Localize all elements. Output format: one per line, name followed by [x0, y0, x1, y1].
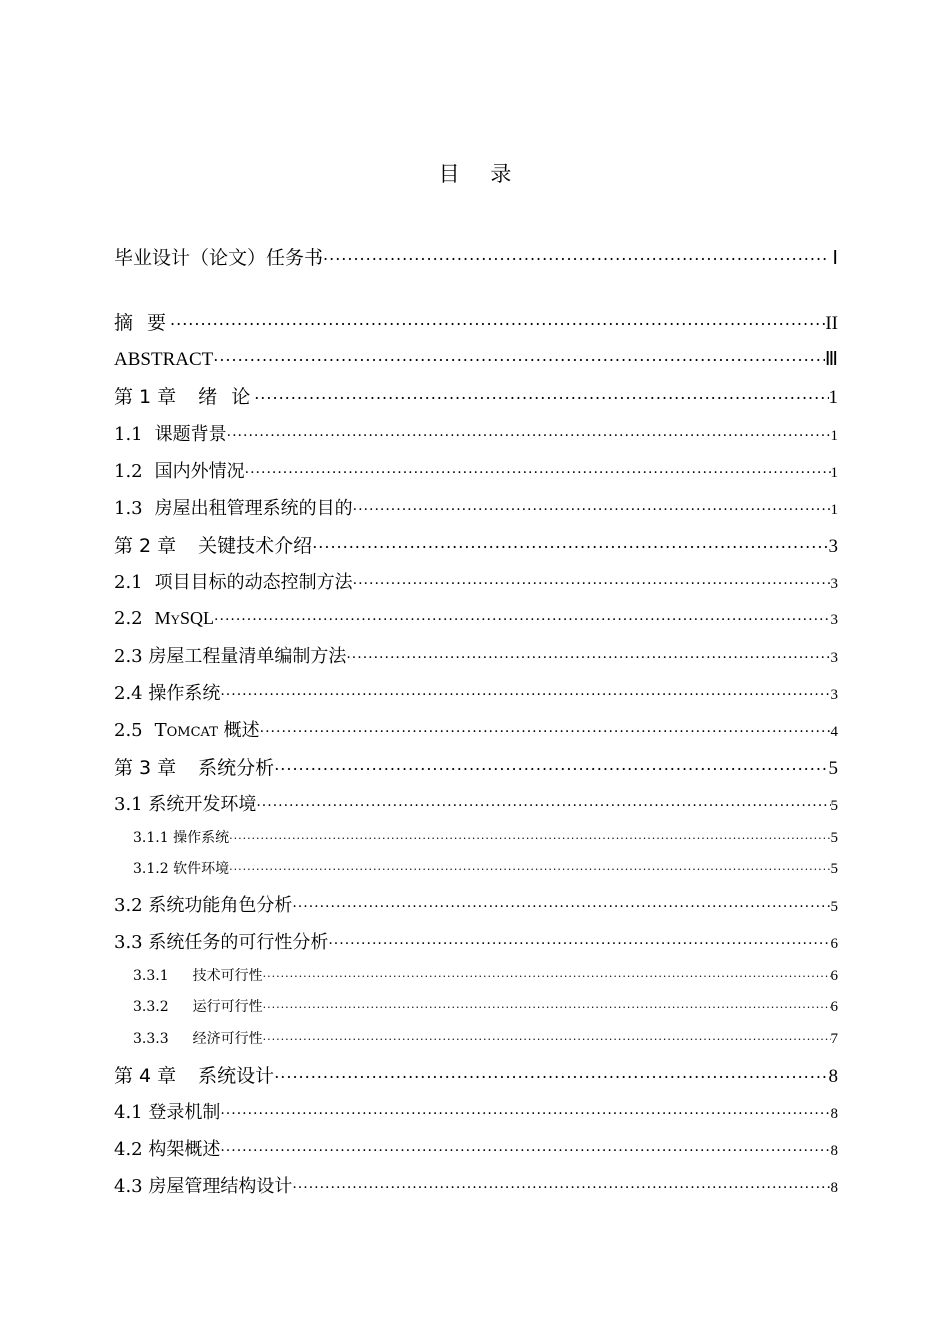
toc-entry-page: Ⅲ [824, 348, 838, 370]
toc-entry[interactable] [114, 345, 838, 371]
dot-leader [312, 532, 828, 552]
toc-entry-label: 课题背景 [154, 424, 227, 445]
toc-title: 目 录 [438, 162, 524, 186]
toc-entry[interactable] [114, 928, 838, 954]
toc-entry-label: 毕业设计（论文）任务书 [114, 247, 324, 269]
toc-entry[interactable] [114, 420, 838, 446]
toc-entry[interactable] [114, 891, 838, 917]
dot-leader [292, 892, 830, 911]
dot-leader [229, 827, 830, 842]
toc-entry-page: Ⅰ [832, 248, 838, 269]
toc-entry-label: 3.1.2 软件环境 [133, 861, 230, 877]
toc-entry[interactable] [114, 1061, 838, 1088]
toc-entry-label: 3.3 系统任务的可行性分析 [114, 932, 329, 953]
toc-entry-label: 运行可行性 [192, 999, 263, 1015]
dot-leader [323, 244, 826, 264]
toc-entry[interactable] [114, 494, 838, 520]
toc-entry-number: 1.2 [114, 461, 143, 482]
toc-entry-page: 3 [830, 650, 838, 666]
dot-leader [260, 717, 831, 736]
toc-entry-label: 3.1 系统开发环境 [114, 794, 257, 815]
toc-entry[interactable] [133, 1028, 838, 1048]
dot-leader [353, 569, 831, 588]
toc-entry-number: 3.3.1 [133, 968, 169, 984]
dot-leader [292, 1173, 830, 1192]
toc-entry-label: 2.4 操作系统 [114, 683, 221, 704]
toc-entry-page: 5 [830, 830, 838, 846]
toc-entry[interactable] [114, 716, 838, 742]
toc-entry-label: 系统分析 [198, 757, 275, 779]
dot-leader [220, 680, 830, 699]
toc-entry-label: 房屋出租管理系统的目的 [154, 498, 353, 519]
toc-entry-label: MySQL [154, 607, 215, 628]
toc-entry[interactable] [114, 1135, 838, 1161]
toc-entry-label: 2.3 房屋工程量清单编制方法 [114, 646, 347, 667]
toc-entry-label: 3.1.1 操作系统 [133, 830, 230, 846]
dot-leader [263, 965, 831, 980]
dot-leader [214, 605, 830, 624]
toc-entry-number: 第 4 章 [114, 1065, 177, 1087]
dot-leader [213, 345, 825, 365]
toc-entry-number: 第 2 章 [114, 535, 177, 557]
toc-entry[interactable] [114, 1098, 838, 1124]
toc-entry-number: 3.3.3 [133, 1031, 169, 1047]
dot-leader [274, 1062, 828, 1082]
toc-entry-label: 摘 要 [114, 312, 171, 334]
toc-entry-page: 5 [828, 758, 838, 779]
toc-entry-page: 5 [830, 798, 838, 814]
dot-leader [220, 1136, 830, 1155]
toc-entry-label: Tomcat 概述 [154, 720, 260, 741]
toc-entry-page: 1 [830, 465, 838, 481]
toc-entry-page: 1 [830, 502, 838, 518]
toc-entry[interactable] [114, 308, 838, 335]
toc-entry-label: 系统设计 [198, 1065, 275, 1087]
toc-entry[interactable] [114, 790, 838, 816]
toc-entry[interactable] [114, 679, 838, 705]
toc-entry-number: 2.2 [114, 607, 143, 629]
toc-entry-page: 1 [828, 387, 838, 408]
toc-entry[interactable] [114, 1172, 838, 1198]
dot-leader [170, 309, 825, 329]
toc-entry-label: 技术可行性 [192, 968, 263, 984]
toc-entry-page: 7 [830, 1031, 838, 1047]
toc-entry-page: 5 [830, 899, 838, 915]
toc-entry-number: 1.1 [114, 424, 143, 445]
dot-leader [227, 421, 831, 440]
toc-entry-label: 4.3 房屋管理结构设计 [114, 1176, 293, 1197]
toc-entry-page: 8 [830, 1180, 838, 1196]
dot-leader [328, 929, 830, 948]
toc-entry[interactable] [133, 965, 838, 985]
toc-entry[interactable] [114, 568, 838, 594]
toc-entry-page: 6 [830, 999, 838, 1015]
dot-leader [263, 996, 831, 1011]
toc-entry-page: 1 [830, 428, 838, 444]
toc-entry-page: 8 [830, 1106, 838, 1122]
toc-entry-page: 6 [830, 968, 838, 984]
toc-entry-label: 国内外情况 [154, 461, 245, 482]
toc-entry-page: 5 [830, 861, 838, 877]
toc-entry-number: 第 3 章 [114, 757, 177, 779]
dot-leader [229, 858, 830, 873]
toc-entry-number: 2.5 [114, 720, 143, 741]
toc-entry[interactable] [133, 858, 838, 878]
toc-entry-label: ABSTRACT [114, 348, 214, 370]
toc-entry-page: 3 [830, 576, 838, 592]
toc-entry-page: 3 [830, 611, 838, 628]
dot-leader [353, 495, 831, 514]
toc-entry-number: 2.1 [114, 572, 143, 593]
toc-entry[interactable] [133, 827, 838, 847]
toc-entry-label: 经济可行性 [192, 1031, 263, 1047]
toc-entry[interactable] [114, 382, 838, 409]
toc-entry[interactable] [133, 996, 838, 1016]
toc-entry-page: 3 [830, 687, 838, 703]
toc-entry-label: 4.2 构架概述 [114, 1139, 221, 1160]
toc-entry-page: 6 [830, 936, 838, 952]
toc-entry-page: 4 [830, 724, 838, 740]
toc-entry-page: 8 [830, 1143, 838, 1159]
toc-entry-number: 3.3.2 [133, 999, 169, 1015]
toc-entry-number: 1.3 [114, 498, 143, 519]
toc-entry-label: 关键技术介绍 [198, 535, 313, 557]
toc-entry-label: 3.2 系统功能角色分析 [114, 895, 293, 916]
toc-entry-page: 3 [828, 536, 838, 557]
toc-entry[interactable] [114, 642, 838, 668]
toc-entry[interactable] [114, 243, 838, 270]
dot-leader [245, 458, 831, 477]
toc-entry[interactable] [114, 531, 838, 558]
dot-leader [274, 754, 828, 774]
toc-entry-page: II [825, 313, 838, 334]
dot-leader [346, 643, 830, 662]
dot-leader [256, 791, 830, 810]
toc-entry[interactable] [114, 753, 838, 780]
toc-entry[interactable] [114, 605, 838, 629]
toc-entry[interactable] [114, 457, 838, 483]
toc-entry-page: 8 [828, 1066, 838, 1087]
dot-leader [263, 1028, 831, 1043]
toc-entry-label: 绪 论 [198, 386, 255, 408]
toc-entry-number: 第 1 章 [114, 386, 177, 408]
dot-leader [254, 383, 828, 403]
dot-leader [220, 1099, 830, 1118]
toc-entry-label: 4.1 登录机制 [114, 1102, 221, 1123]
toc-entry-label: 项目目标的动态控制方法 [154, 572, 353, 593]
